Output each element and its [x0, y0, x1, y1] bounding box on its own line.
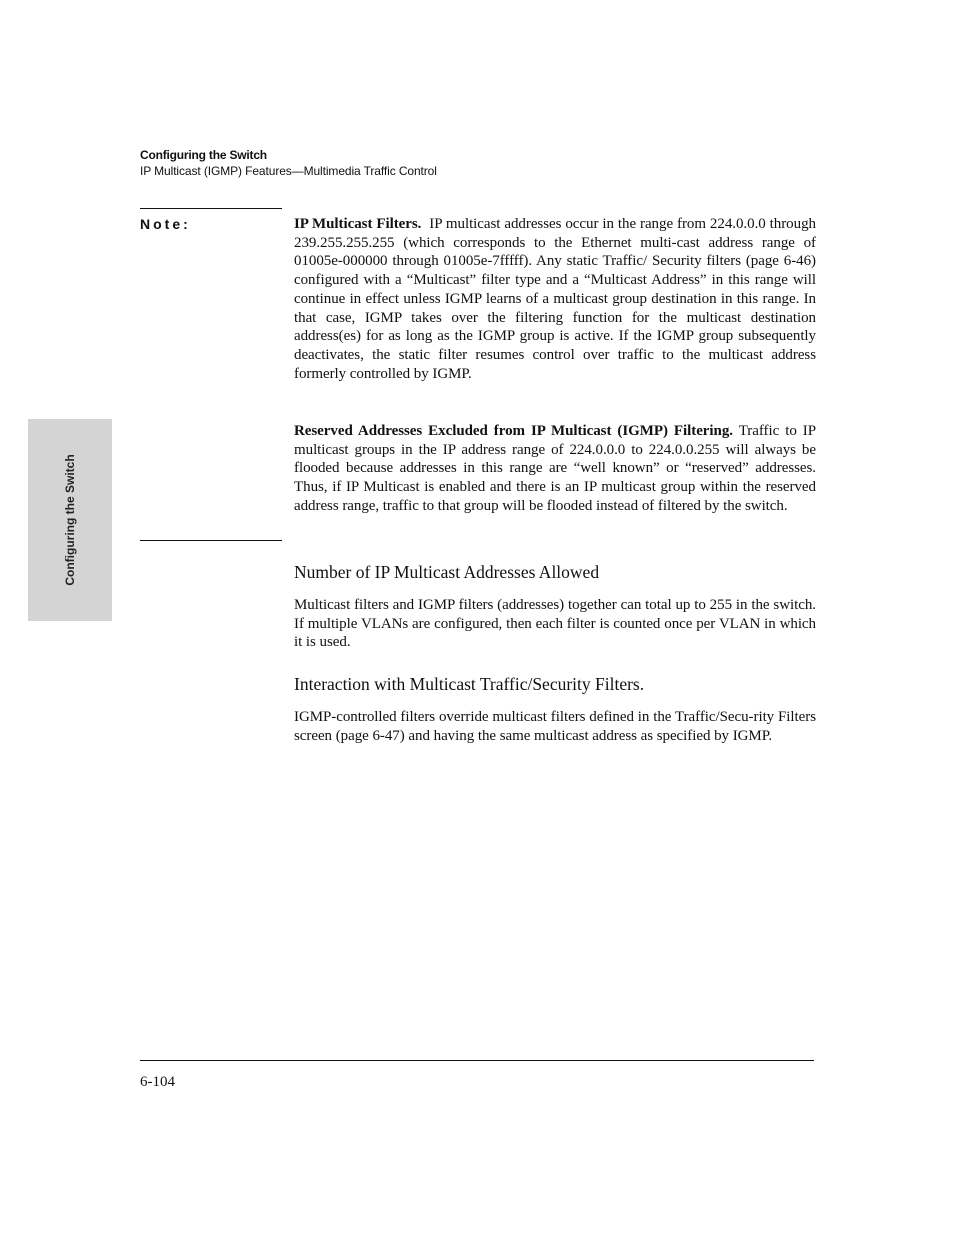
heading-number-of-addresses: Number of IP Multicast Addresses Allowed	[294, 562, 600, 582]
note-label: Note:	[140, 216, 191, 232]
note-bottom-rule	[140, 540, 282, 541]
footer-rule	[140, 1060, 814, 1061]
paragraph-interaction-with-filters: IGMP-controlled filters override multicast filters defined in the Traffic/Secu-rity Filters screen (page 6-47) and having the same multicast address as specified by IGMP.	[294, 709, 816, 744]
heading-interaction-with-filters: Interaction with Multicast Traffic/Security Filters.	[294, 674, 645, 694]
chapter-side-tab-label: Configuring the Switch	[63, 454, 77, 586]
page-number: 6-104	[140, 1074, 175, 1090]
note-paragraph-1-body: IP multicast addresses occur in the range from 224.0.0.0 through 239.255.255.255 (which corresponds to the Ethernet multi-cast address range of 01005e-000000 through 01005e-7fffff). Any static Traffic/ Security filters (page 6-46) configured with a “Multicast” filter type and a “Multicast Address” in this range will continue in effect unless IGMP learns of a multicast group destination in this range. In that case, IGMP takes over the filtering function for the multicast destination address(es) for as long as the IGMP group is active. If the IGMP group subsequently deactivates, the static filter resumes control over traffic to the multicast address formerly controlled by IGMP.	[294, 216, 816, 382]
note-paragraph-reserved-addresses	[294, 422, 816, 516]
note-paragraph-2-title: Reserved Addresses Excluded from IP Multicast (IGMP) Filtering.	[294, 423, 733, 439]
note-top-rule	[140, 208, 282, 209]
running-header-chapter: Configuring the Switch	[140, 148, 267, 162]
note-paragraph-2-body: Traffic to IP multicast groups in the IP address range of 224.0.0.0 to 224.0.0.255 will always be flooded because addresses in this range are “well known” or “reserved” addresses. Thus, if IP Multicast is enabled and there is an IP multicast group within the reserved address range, traffic to that group will be flooded instead of filtered by the switch.	[294, 423, 816, 514]
note-paragraph-1-title: IP Multicast Filters.	[294, 216, 422, 232]
running-header-section: IP Multicast (IGMP) Features—Multimedia Traffic Control	[140, 164, 437, 178]
paragraph-number-of-addresses: Multicast filters and IGMP filters (addresses) together can total up to 255 in the switch. If multiple VLANs are configured, then each filter is counted once per VLAN in which it is used.	[294, 597, 816, 651]
note-paragraph-ip-multicast-filters	[294, 215, 816, 383]
